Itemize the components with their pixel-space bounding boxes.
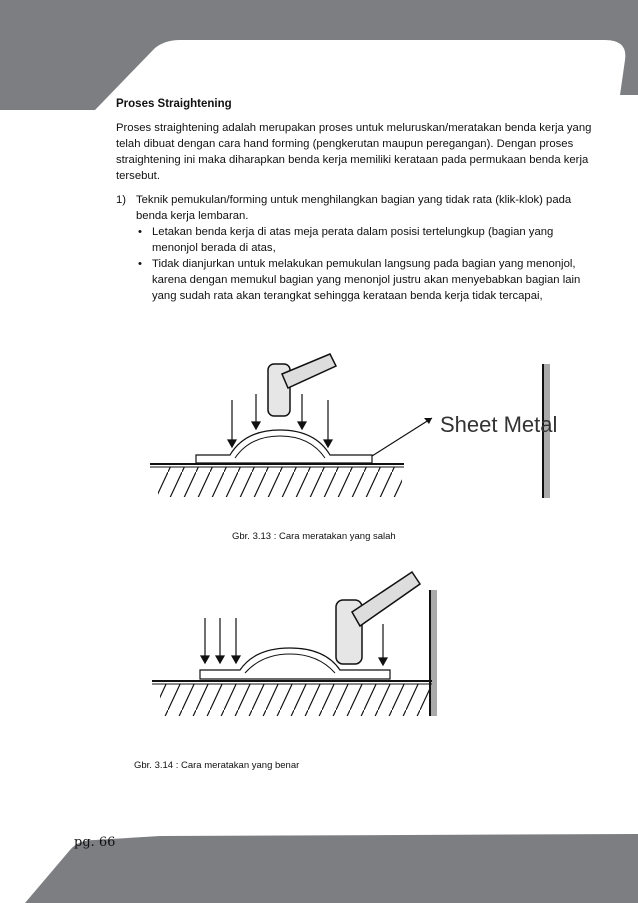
intro-paragraph: Proses straightening adalah merupakan proses untuk meluruskan/meratakan benda kerja yang telah dibuat dengan cara hand forming (pengkerutan maupun peregangan). Dengan proses straightening ini maka diharapkan benda kerja memiliki kerataan pada permukaan benda kerja tersebut. <box>116 122 592 182</box>
figure-correct-straightening <box>0 560 638 725</box>
bullet-icon: • <box>138 258 142 270</box>
bullet-list <box>116 224 596 304</box>
figure-caption-2: Gbr. 3.14 : Cara meratakan yang benar <box>134 760 300 771</box>
hammer-icon <box>336 572 420 664</box>
document-body <box>116 96 596 304</box>
bullet-text: Tidak dianjurkan untuk melakukan pemukulan langsung pada bagian yang menonjol, karena dengan memukul bagian yang menonjol justru akan menyebabkan bagian lain yang sudah rata akan terangkat sehingga kerataan benda kerja tidak tercapai, <box>152 258 581 302</box>
sheet-metal-label: Sheet Metal <box>440 412 558 437</box>
figure-wrong-straightening <box>0 352 638 512</box>
bullet-icon: • <box>138 226 142 238</box>
item-number: 1) <box>116 194 127 206</box>
section-heading: Proses Straightening <box>116 98 232 110</box>
header-banner <box>0 0 638 110</box>
item-text: Teknik pemukulan/forming untuk menghilangkan bagian yang tidak rata (klik-klok) pada benda kerja lembaran. <box>136 194 572 222</box>
bullet-item <box>138 256 596 304</box>
bullet-text: Letakan benda kerja di atas meja perata dalam posisi tertelungkup (bagian yang menonjol berada di atas, <box>152 226 554 254</box>
footer-banner <box>0 820 638 903</box>
numbered-item-1 <box>116 192 596 224</box>
bullet-item <box>138 224 596 256</box>
figure-caption-1: Gbr. 3.13 : Cara meratakan yang salah <box>232 531 396 542</box>
page-number: pg. 66 <box>74 835 116 850</box>
